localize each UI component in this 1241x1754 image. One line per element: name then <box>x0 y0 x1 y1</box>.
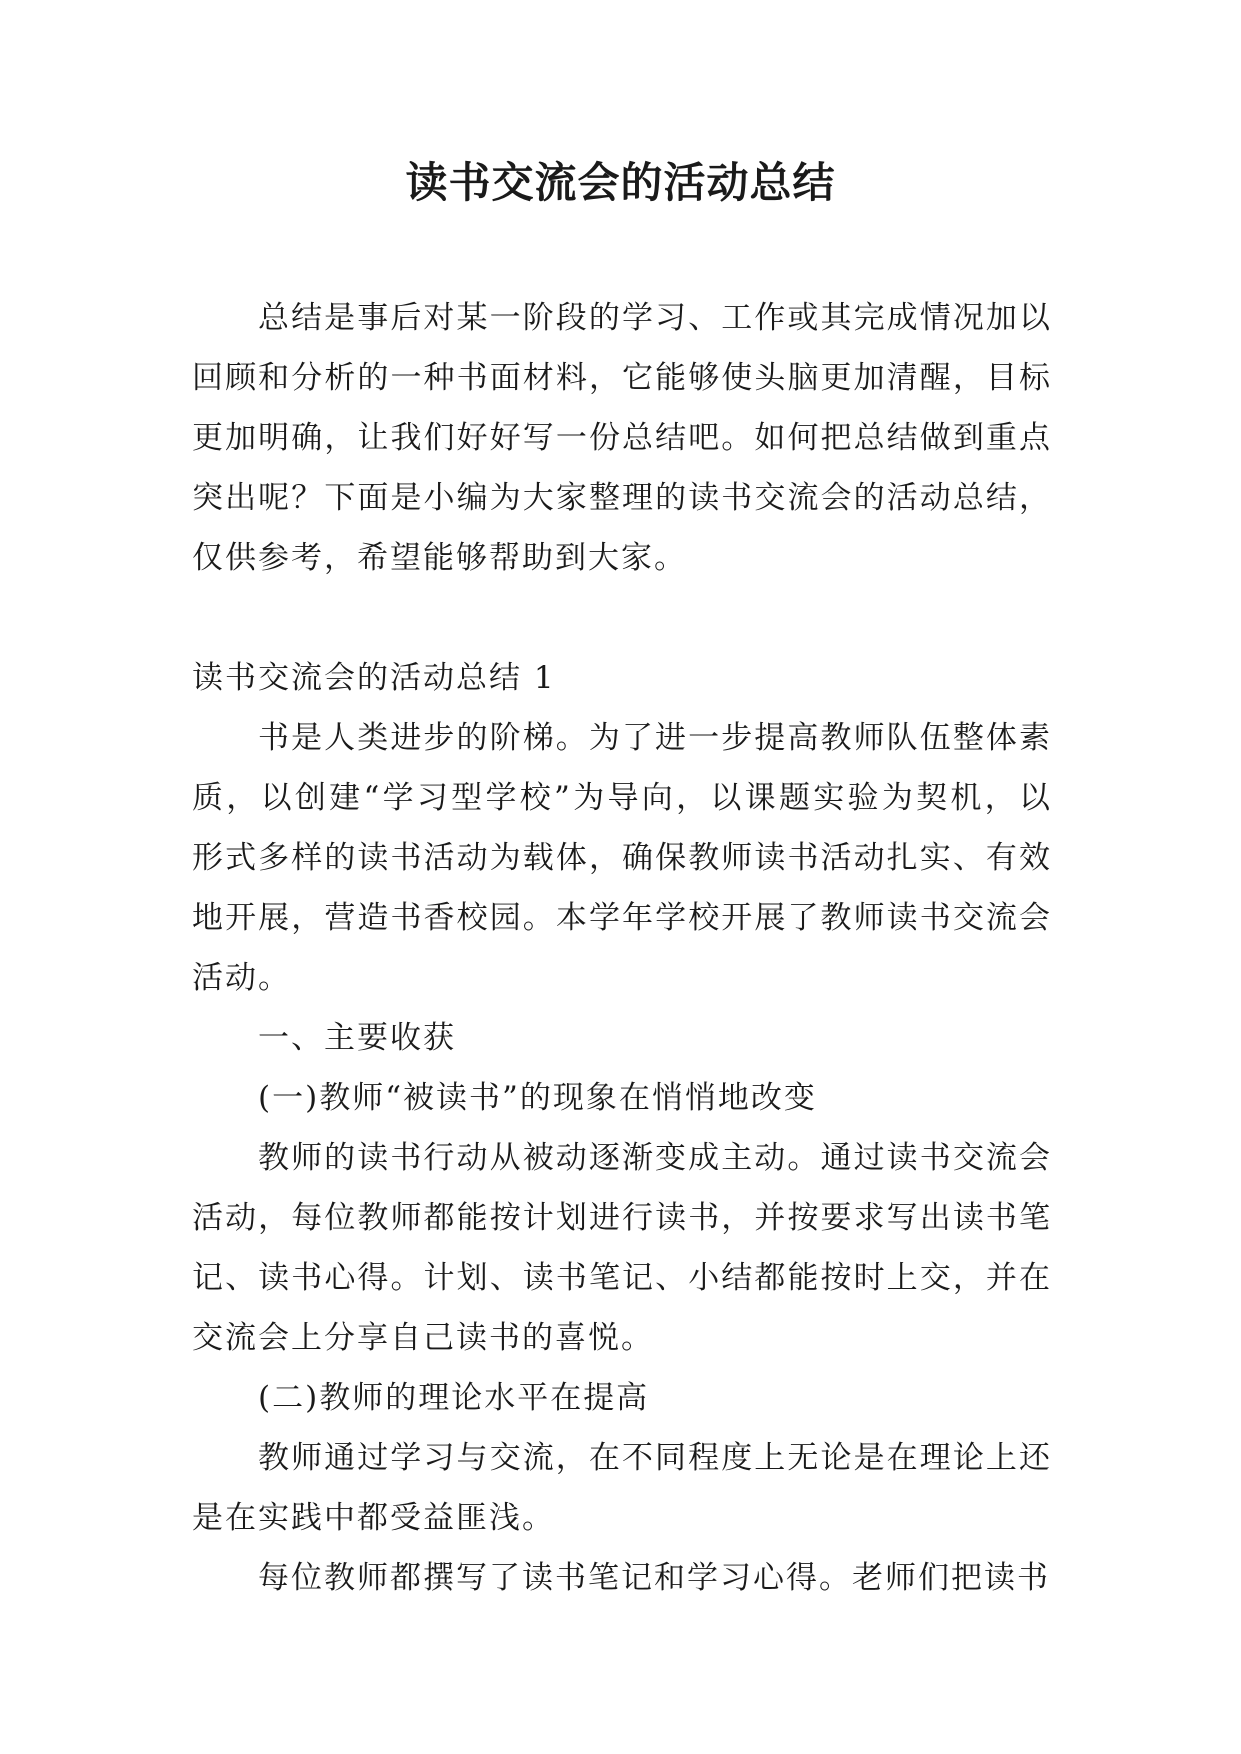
subheading-two: (二)教师的理论水平在提高 <box>258 1380 650 1416</box>
body-paragraph: 教师的读书行动从被动逐渐变成主动。通过读书交流会活动，每位教师都能按计划进行读书，并按要求写出读书笔记、读书心得。计划、读书笔记、小结都能按时上交，并在交流会上分享自己读书的喜悦。 <box>192 1140 1052 1356</box>
body-paragraph: 教师通过学习与交流，在不同程度上无论是在理论上还是在实践中都受益匪浅。 <box>192 1440 1052 1536</box>
subheading-one: (一)教师“被读书”的现象在悄悄地改变 <box>258 1080 817 1116</box>
document-title: 读书交流会的活动总结 <box>405 158 836 207</box>
heading-main-gains: 一、主要收获 <box>258 1020 456 1056</box>
body-paragraph: 书是人类进步的阶梯。为了进一步提高教师队伍整体素质，以创建“学习型学校”为导向，以课题实验为契机，以形式多样的读书活动为载体，确保教师读书活动扎实、有效地开展，营造书香校园。本学年学校开展了教师读书交流会活动。 <box>192 720 1052 996</box>
paragraph-spacer <box>192 588 1052 648</box>
document-body <box>192 288 1052 1608</box>
body-paragraph: 每位教师都撰写了读书笔记和学习心得。老师们把读书 <box>258 1560 1050 1596</box>
intro-paragraph: 总结是事后对某一阶段的学习、工作或其完成情况加以回顾和分析的一种书面材料，它能够使头脑更加清醒，目标更加明确，让我们好好写一份总结吧。如何把总结做到重点突出呢？下面是小编为大家整理的读书交流会的活动总结，仅供参考，希望能够帮助到大家。 <box>192 300 1052 576</box>
section-heading: 读书交流会的活动总结 1 <box>192 660 556 696</box>
